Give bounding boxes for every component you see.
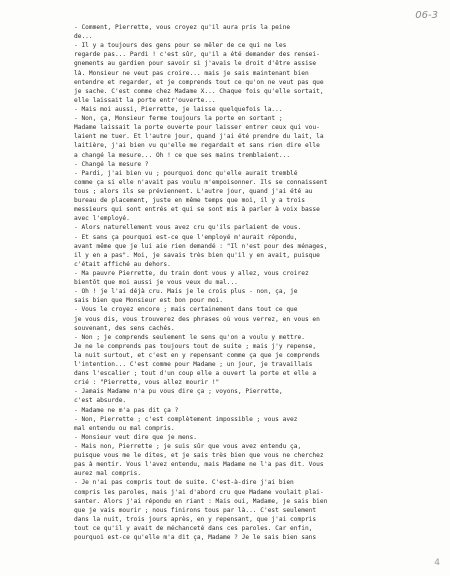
text-line: comme ça si elle n'avait pas voulu m'empoisonner. Ils se connaissent xyxy=(74,178,328,186)
text-line: a changé la mesure... Oh ! ce que ses mains tremblaient... xyxy=(74,151,291,159)
text-line: pourquoi est-ce qu'elle m'a dit ça, Madame ? Je le sais bien sans xyxy=(74,534,317,542)
text-line: Je ne le comprends pas toujours tout de suite ; mais j'y repense, xyxy=(74,342,317,350)
text-line: - Oh ! je l'ai déjà cru. Mais je le crois plus - non, ça, je xyxy=(74,288,298,296)
text-line: - Je n'ai pas compris tout de suite. C'est-à-dire j'ai bien xyxy=(74,479,294,487)
text-line: mal entendu ou mal compris. xyxy=(74,424,175,432)
text-line: - Non ; je comprends seulement le sens qu'on a voulu y mettre. xyxy=(74,333,305,341)
text-line: dans la nuit, trois jours après, en y repensant, que j'ai compris xyxy=(74,515,317,523)
text-line: tous ; alors ils se préviennent. L'autre jour, quand j'ai été au xyxy=(74,187,313,195)
text-line: de... xyxy=(74,33,93,41)
text-line: il y en a pas". Moi, je savais très bien qu'il y en avait, puisque xyxy=(74,251,320,259)
text-line: la nuit surtout, et c'est en y repensant comme ça que je comprends xyxy=(74,351,320,359)
text-line: elle laissait la porte entr'ouverte... xyxy=(74,96,216,104)
text-line: je vous dis, vous trouverez des phrases où vous verrez, en vous en xyxy=(74,315,320,323)
text-line: regarde pas... Pardi ! c'est sûr, qu'il a été demander des rensei- xyxy=(74,51,320,59)
text-line: puisque vous me le dites, et je sais très bien que vous ne cherchez xyxy=(74,452,324,460)
text-line: c'est absurde. xyxy=(74,397,127,405)
text-line: sais bien que Monsieur est bon pour moi. xyxy=(74,297,224,305)
text-line: - Jamais Madame n'a pu vous dire ça ; voyons, Pierrette, xyxy=(74,388,283,396)
text-line: - Non, Pierrette ; c'est complètement impossible ; vous avez xyxy=(74,415,298,423)
text-line: - Monsieur veut dire que je mens. xyxy=(74,433,197,441)
text-line: compris les paroles, mais j'ai d'abord cru que Madame voulait plai- xyxy=(74,488,324,496)
text-line: - Pardi, j'ai bien vu ; pourquoi donc qu'elle aurait tremblé xyxy=(74,169,298,177)
text-line: - Vous le croyez encore ; mais certainement dans tout ce que xyxy=(74,306,298,314)
text-line: souvenant, des sens cachés. xyxy=(74,324,175,332)
text-line: bientôt que moi aussi je vous veux du mal... xyxy=(74,279,238,287)
typewritten-text xyxy=(74,23,446,542)
text-line: - Et sans ça pourquoi est-ce que l'employé m'aurait répondu, xyxy=(74,233,298,241)
page-number: 06-3 xyxy=(415,10,438,21)
text-line: tout ce qu'il y avait de méchanceté dans ces paroles. Car enfin, xyxy=(74,525,313,533)
text-line: - Ma pauvre Pierrette, du train dont vous y allez, vous croirez xyxy=(74,269,309,277)
text-line: messieurs qui sont entrés et qui se sont mis à parler à voix basse xyxy=(74,206,320,214)
text-line: laient me tuer. Et l'autre jour, quand j'ai été prendre du lait, la xyxy=(74,133,324,141)
text-line: Madame laissait la porte ouverte pour laisser entrer ceux qui vou- xyxy=(74,124,320,132)
text-line: - Madame ne m'a pas dit ça ? xyxy=(74,406,179,414)
text-line: pas à mentir. Vous l'avez entendu, mais Madame ne l'a pas dit. Vous xyxy=(74,461,324,469)
text-line: bureau de placement, juste en même temps que moi, il y a trois xyxy=(74,197,305,205)
text-line: entendre et regarder, et je comprends tout ce qu'on ne veut pas que xyxy=(74,78,324,86)
text-line: gnements au gardien pour savoir si j'avais le droit d'être assise xyxy=(74,60,317,68)
text-line: - Alors naturellement vous avez cru qu'ils parlaient de vous. xyxy=(74,224,302,232)
text-line: santer. Alors j'ai répondu en riant : Mais oui, Madame, je sais bien xyxy=(74,497,328,505)
text-line: je sache. C'est comme chez Madame X... Chaque fois qu'elle sortait, xyxy=(74,87,324,95)
text-line: - Changé la mesure ? xyxy=(74,160,149,168)
text-line: - Comment, Pierrette, vous croyez qu'il aura pris la peine xyxy=(74,24,291,31)
text-line: dans l'escalier ; tout d'un coup elle a ouvert la porte et elle a xyxy=(74,370,317,378)
text-line: laitière, j'ai bien vu qu'elle me regardait et sans rien dire elle xyxy=(74,142,320,150)
corner-mark: 4 xyxy=(434,558,440,568)
text-line: que je vais mourir ; nous finirons tous par là... C'est seulement xyxy=(74,506,317,514)
text-line: aurez mal compris. xyxy=(74,470,142,478)
text-line: crié : "Pierrette, vous allez mourir !" xyxy=(74,379,220,387)
text-line: - Mais non, Pierrette ; je suis sûr que vous avez entendu ça, xyxy=(74,443,302,451)
text-line: - Il y a toujours des gens pour se mêler de ce qui ne les xyxy=(74,42,287,50)
text-line: - Mais moi aussi, Pierrette, je laisse quelquefois la... xyxy=(74,105,283,113)
text-line: c'était affiché au dehors. xyxy=(74,260,171,268)
text-line: l'intention... C'est comme pour Madame ; un jour, je travaillais xyxy=(74,361,313,369)
text-line: avant même que je lui aie rien demandé : "Il n'est pour des ménages, xyxy=(74,242,328,250)
text-line: - Non, ça, Monsieur ferme toujours la porte en sortant ; xyxy=(74,115,283,123)
text-line: là. Monsieur ne veut pas croire... mais je sais maintenant bien xyxy=(74,69,309,77)
text-line: avec l'employé. xyxy=(74,215,130,223)
